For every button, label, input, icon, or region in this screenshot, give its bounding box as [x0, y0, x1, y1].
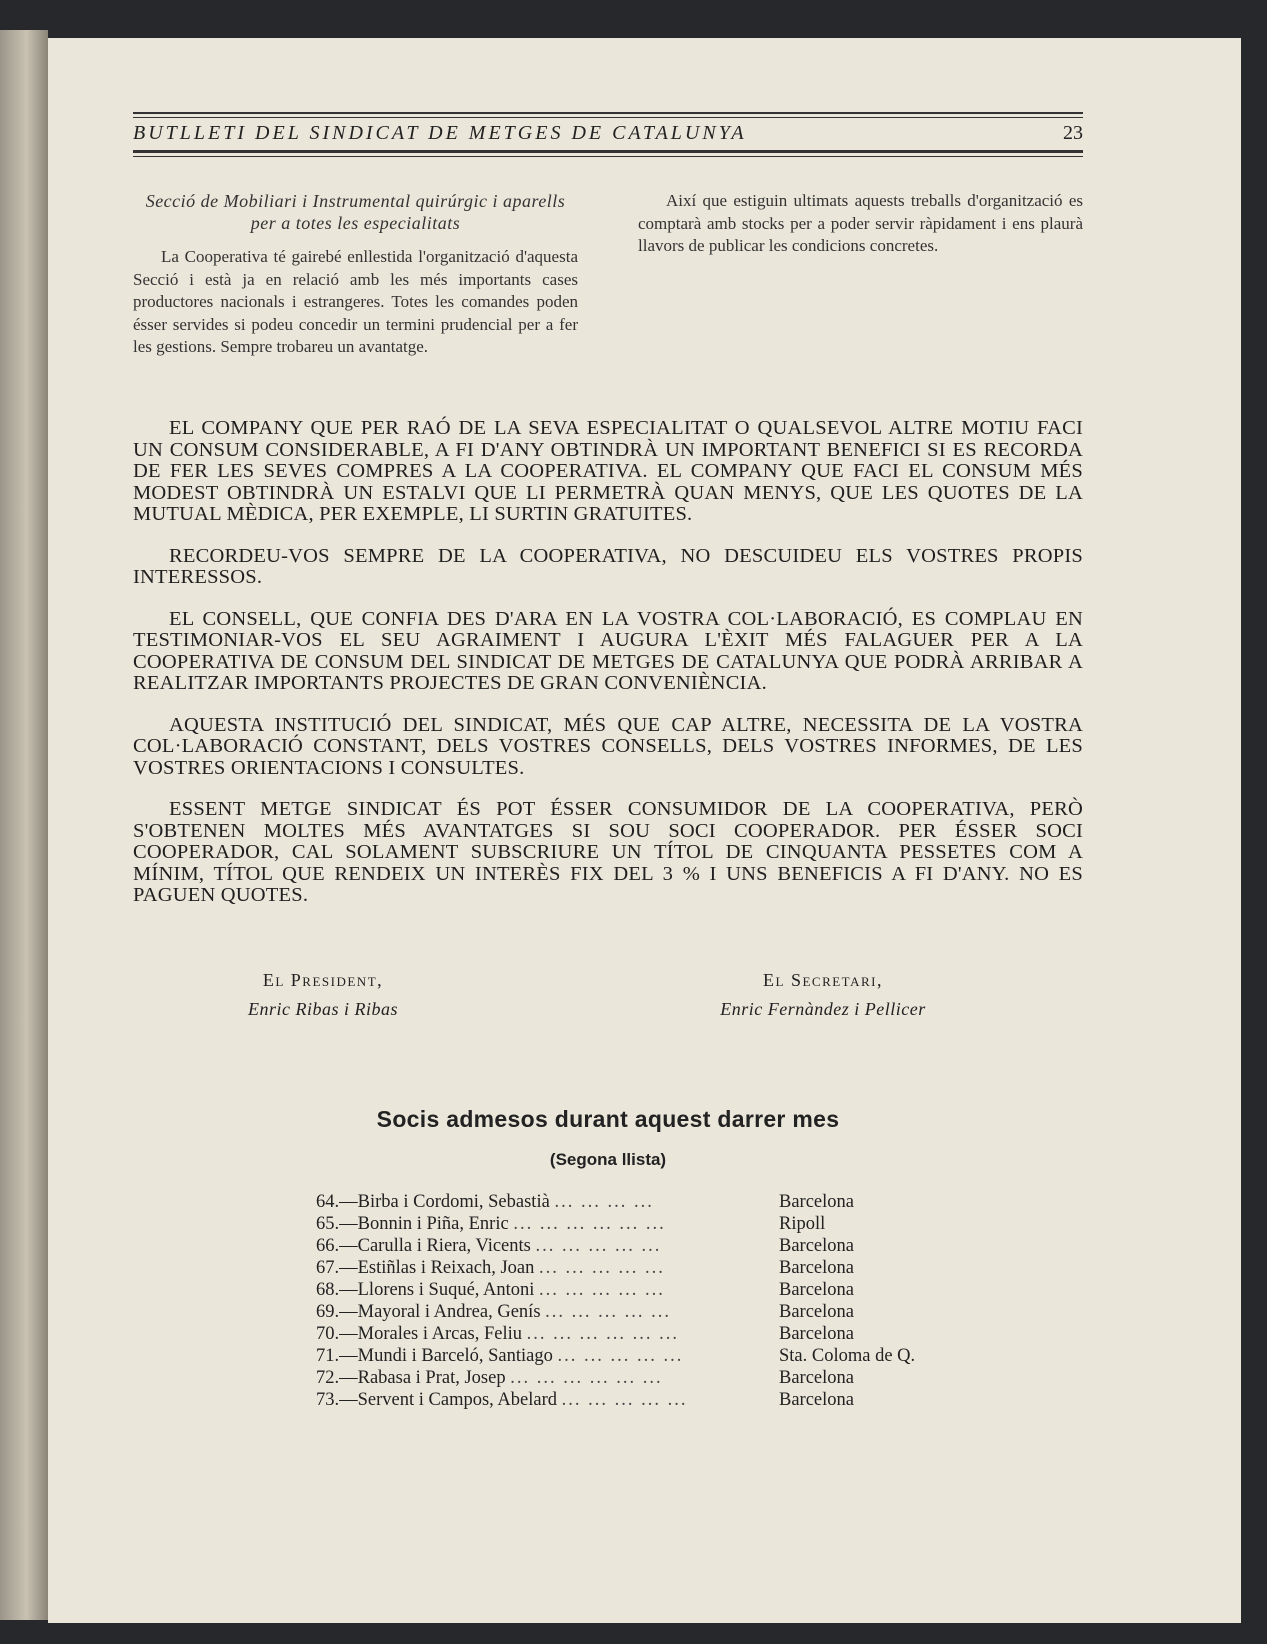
section-paragraph-1: La Cooperativa té gairebé enllestida l'organització d'aquesta Secció i està ja en relació amb les més importants cases productores nacionals i estrangeres. Totes les comandes poden ésser servides si podeu concedir un termini prudencial per a fer les gestions. Sempre trobareu un avantatge. [133, 247, 578, 356]
secretary-signature [648, 970, 998, 1020]
paragraph: EL COMPANY QUE PER RAÓ DE LA SEVA ESPECIALITAT O QUALSEVOL ALTRE MOTIU FACI UN CONSUM CONSIDERABLE, A FI D'ANY OBTINDRÀ UN IMPORTANT BENEFICI SI ES RECORDA DE FER LES SEVES COMPRES A LA COOPERATIVA. EL COMPANY QUE FACI EL CONSUM MÉS MODEST OBTINDRÀ UN ESTALVI QUE LI PERMETRÀ QUAN MENYS, QUE LES QUOTES DE LA MUTUAL MÈDICA, PER EXEMPLE, LI SURTIN GRATUITES. [133, 417, 1083, 525]
header-rule-top [133, 112, 1083, 114]
member-name: 65.—Bonnin i Piña, Enric [316, 1214, 509, 1234]
document-page [48, 38, 1241, 1623]
leader-dots: ... ... ... ... ... ... [510, 1368, 663, 1388]
members-title: Socis admesos durant aquest darrer mes [376, 1106, 840, 1132]
right-column [638, 190, 1083, 359]
member-name: 70.—Morales i Arcas, Feliu [316, 1324, 523, 1344]
paragraph: ESSENT METGE SINDICAT ÉS POT ÉSSER CONSUMIDOR DE LA COOPERATIVA, PERÒ S'OBTENEN MOLTES MÉS AVANTATGES SI SOU SOCI COOPERADOR. PER ÉSSER SOCI COOPERADOR, CAL SOLAMENT SUBSCRIURE UN TÍTOL DE CINQUANTA PESSETES COM A MÍNIM, TÍTOL QUE RENDEIX UN INTERÈS FIX DEL 3 % I UNS BENEFICIS A FI D'ANY. NO ES PAGUEN QUOTES. [133, 798, 1083, 906]
journal-title: BUTLLETI DEL SINDICAT DE METGES DE CATALUNYA [133, 122, 747, 144]
header-rule-top-thin [133, 117, 1083, 118]
secretary-role: El Secretari, [763, 970, 883, 990]
header-rule-bottom-thin [133, 156, 1083, 157]
leader-dots: ... ... ... ... ... [557, 1346, 684, 1366]
list-item [316, 1213, 976, 1235]
leader-dots: ... ... ... ... ... [539, 1280, 665, 1300]
list-item [316, 1323, 976, 1345]
member-city: Barcelona [779, 1390, 854, 1410]
leader-dots: ... ... ... ... [554, 1192, 654, 1212]
leader-dots: ... ... ... ... ... [539, 1258, 665, 1278]
member-city: Barcelona [779, 1302, 854, 1322]
leader-dots: ... ... ... ... ... ... [526, 1324, 680, 1344]
list-item [316, 1279, 976, 1301]
member-name: 68.—Llorens i Suqué, Antoni [316, 1280, 535, 1300]
member-name: 72.—Rabasa i Prat, Josep [316, 1368, 506, 1388]
president-role: El President, [262, 970, 384, 990]
leader-dots: ... ... ... ... ... [545, 1302, 672, 1322]
facing-page-edge [0, 30, 48, 1620]
member-name: 64.—Birba i Cordomi, Sebastià [316, 1192, 550, 1212]
section-title: Secció de Mobiliari i Instrumental quirúrgic i aparells per a totes les especialitats [145, 191, 566, 233]
member-city: Barcelona [779, 1236, 854, 1256]
paragraph: AQUESTA INSTITUCIÓ DEL SINDICAT, MÉS QUE CAP ALTRE, NECESSITA DE LA VOSTRA COL·LABORACIÓ CONSTANT, DELS VOSTRES CONSELLS, DELS VOSTRES INFORMES, DE LES VOSTRES ORIENTACIONS I CONSULTES. [133, 713, 1083, 779]
list-item [316, 1257, 976, 1279]
leader-dots: ... ... ... ... ... [561, 1390, 688, 1410]
list-item [316, 1345, 976, 1367]
left-column [133, 190, 578, 359]
member-city: Sta. Coloma de Q. [779, 1346, 916, 1366]
president-name: Enric Ribas i Ribas [248, 999, 398, 1019]
members-subtitle: (Segona llista) [549, 1150, 667, 1169]
member-city: Barcelona [779, 1324, 854, 1344]
section-paragraph-2: Així que estiguin ultimats aquests treballs d'organització es comptarà amb stocks per a poder servir ràpidament i ens plaurà llavors de publicar les condicions concretes. [638, 191, 1083, 255]
announcement-paragraphs [133, 418, 1083, 927]
member-name: 66.—Carulla i Riera, Vicents [316, 1236, 531, 1256]
running-header [133, 122, 1083, 145]
members-list [316, 1191, 976, 1411]
member-city: Barcelona [779, 1258, 854, 1278]
member-city: Barcelona [779, 1192, 854, 1212]
member-city: Barcelona [779, 1280, 854, 1300]
secretary-name: Enric Fernàndez i Pellicer [720, 999, 926, 1019]
list-item [316, 1191, 976, 1213]
member-city: Barcelona [779, 1368, 854, 1388]
leader-dots: ... ... ... ... ... ... [513, 1214, 666, 1234]
member-name: 69.—Mayoral i Andrea, Genís [316, 1302, 541, 1322]
member-name: 67.—Estiñlas i Reixach, Joan [316, 1258, 535, 1278]
member-city: Ripoll [779, 1214, 826, 1234]
page-number: 23 [1063, 122, 1083, 144]
list-item [316, 1301, 976, 1323]
paragraph: EL CONSELL, QUE CONFIA DES D'ARA EN LA VOSTRA COL·LABORACIÓ, ES COMPLAU EN TESTIMONIAR-VOS EL SEU AGRAIMENT I AUGURA L'ÈXIT MÉS FALAGUER PER A LA COOPERATIVA DE CONSUM DEL SINDICAT DE METGES DE CATALUNYA QUE PODRÀ ARRIBAR A REALITZAR IMPORTANTS PROJECTES DE GRAN CONVENIÈNCIA. [133, 607, 1083, 694]
paragraph: RECORDEU-VOS SEMPRE DE LA COOPERATIVA, NO DESCUIDEU ELS VOSTRES PROPIS INTERESSOS. [133, 544, 1083, 588]
two-column-section [133, 190, 1083, 359]
president-signature [173, 970, 473, 1020]
list-item [316, 1389, 976, 1411]
list-item [316, 1235, 976, 1257]
leader-dots: ... ... ... ... ... [535, 1236, 662, 1256]
list-item [316, 1367, 976, 1389]
member-name: 71.—Mundi i Barceló, Santiago [316, 1346, 553, 1366]
header-rule-bottom [133, 150, 1083, 153]
member-name: 73.—Servent i Campos, Abelard [316, 1390, 557, 1410]
